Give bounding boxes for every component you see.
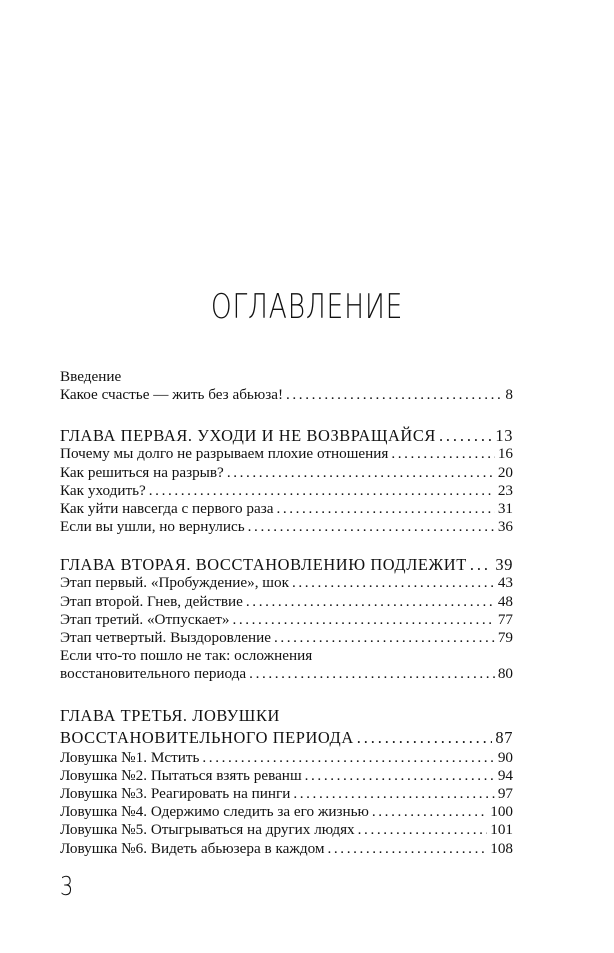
dot-leader xyxy=(372,803,487,821)
toc-chapter-page: 39 xyxy=(495,555,513,575)
toc-entry-title-line1[interactable]: Если что-то пошло не так: осложнения xyxy=(60,647,313,665)
toc-entry-page: 100 xyxy=(490,803,513,821)
toc-entry-title: Как уходить? xyxy=(60,481,146,499)
toc-entry[interactable] xyxy=(60,629,513,647)
toc-entry-title: Ловушка №2. Пытаться взять реванш xyxy=(60,766,302,784)
toc-entry[interactable] xyxy=(60,500,513,518)
toc-entry-page: 8 xyxy=(505,386,513,404)
toc-entry[interactable] xyxy=(60,803,513,821)
toc-entry-page: 79 xyxy=(497,629,513,647)
dot-leader xyxy=(305,767,495,785)
dot-leader xyxy=(276,500,494,518)
dot-leader xyxy=(149,482,495,500)
dot-leader xyxy=(227,464,495,482)
toc-entry-title: Этап третий. «Отпускает» xyxy=(60,610,230,628)
toc-entry[interactable] xyxy=(60,767,513,785)
table-of-contents xyxy=(60,368,513,858)
toc-entry-page: 77 xyxy=(497,610,513,628)
toc-entry-page: 16 xyxy=(497,445,513,463)
toc-chapter-title-line1[interactable]: ГЛАВА ТРЕТЬЯ. ЛОВУШКИ xyxy=(60,705,280,725)
toc-entry[interactable] xyxy=(60,386,513,404)
toc-entry-page: 80 xyxy=(497,665,513,683)
dot-leader xyxy=(293,785,494,803)
toc-chapter-page: 87 xyxy=(495,727,513,747)
toc-entry-title-line2: восстановительного периода xyxy=(60,665,247,683)
dot-leader xyxy=(470,555,493,574)
dot-leader xyxy=(292,574,495,592)
toc-chapter-heading[interactable] xyxy=(60,727,513,749)
toc-chapter-heading[interactable] xyxy=(60,426,513,445)
toc-entry-page: 31 xyxy=(497,500,513,518)
toc-entry-page: 108 xyxy=(490,839,513,857)
toc-section-chapter-1 xyxy=(60,426,513,536)
dot-leader xyxy=(358,821,488,839)
toc-entry-title: Ловушка №3. Реагировать на пинги xyxy=(60,785,291,803)
toc-entry-title: Ловушка №5. Отыгрываться на других людях xyxy=(60,821,355,839)
toc-chapter-title: ГЛАВА ПЕРВАЯ. УХОДИ И НЕ ВОЗВРАЩАЙСЯ xyxy=(60,426,436,446)
toc-entry-page: 94 xyxy=(497,766,513,784)
dot-leader xyxy=(246,593,495,611)
toc-entry-page: 97 xyxy=(497,785,513,803)
toc-entry-title: Ловушка №4. Одержимо следить за его жизнью xyxy=(60,803,369,821)
toc-entry-page: 20 xyxy=(497,463,513,481)
toc-entry-title: Как решиться на разрыв? xyxy=(60,463,224,481)
toc-entry-title: Почему мы долго не разрываем плохие отношения xyxy=(60,445,389,463)
toc-entry-page: 36 xyxy=(497,518,513,536)
page-title: ОГЛАВЛЕНИЕ xyxy=(210,287,404,327)
dot-leader xyxy=(439,426,492,445)
toc-entry-page: 90 xyxy=(497,748,513,766)
toc-entry[interactable] xyxy=(60,593,513,611)
toc-intro-heading: Введение xyxy=(60,368,122,385)
toc-entry-title: Этап четвертый. Выздоровление xyxy=(60,629,271,647)
dot-leader xyxy=(328,840,488,858)
toc-section-intro xyxy=(60,368,513,404)
dot-leader xyxy=(249,665,495,683)
dot-leader xyxy=(232,611,494,629)
toc-section-chapter-3 xyxy=(60,705,513,858)
toc-entry-title: Этап первый. «Пробуждение», шок xyxy=(60,574,289,592)
toc-entry-title: Как уйти навсегда с первого раза xyxy=(60,500,274,518)
toc-entry-page: 43 xyxy=(497,574,513,592)
toc-entry-page: 48 xyxy=(497,592,513,610)
toc-entry[interactable] xyxy=(60,665,513,683)
toc-entry-title: Этап второй. Гнев, действие xyxy=(60,592,243,610)
toc-entry-page: 23 xyxy=(497,481,513,499)
dot-leader xyxy=(286,386,502,404)
toc-entry[interactable] xyxy=(60,518,513,536)
dot-leader xyxy=(248,518,495,536)
toc-entry-title: Если вы ушли, но вернулись xyxy=(60,518,245,536)
toc-entry[interactable] xyxy=(60,611,513,629)
toc-entry-title: Ловушка №1. Мстить xyxy=(60,748,200,766)
toc-section-chapter-2 xyxy=(60,555,513,683)
toc-entry[interactable] xyxy=(60,482,513,500)
toc-entry[interactable] xyxy=(60,840,513,858)
toc-entry[interactable] xyxy=(60,464,513,482)
toc-entry[interactable] xyxy=(60,445,513,463)
toc-entry-page: 101 xyxy=(490,821,513,839)
toc-entry[interactable] xyxy=(60,574,513,592)
toc-chapter-title-line2: ВОССТАНОВИТЕЛЬНОГО ПЕРИОДА xyxy=(60,727,354,747)
toc-entry[interactable] xyxy=(60,749,513,767)
toc-entry[interactable] xyxy=(60,785,513,803)
dot-leader xyxy=(202,749,494,767)
page-number: 3 xyxy=(60,872,74,902)
toc-entry[interactable] xyxy=(60,821,513,839)
dot-leader xyxy=(357,727,493,749)
dot-leader xyxy=(274,629,495,647)
toc-chapter-page: 13 xyxy=(495,426,513,446)
toc-entry-title: Какое счастье — жить без абьюза! xyxy=(60,386,284,404)
toc-entry-title: Ловушка №6. Видеть абьюзера в каждом xyxy=(60,839,325,857)
toc-chapter-title: ГЛАВА ВТОРАЯ. ВОССТАНОВЛЕНИЮ ПОДЛЕЖИТ xyxy=(60,555,467,575)
dot-leader xyxy=(391,445,494,463)
toc-chapter-heading[interactable] xyxy=(60,555,513,574)
